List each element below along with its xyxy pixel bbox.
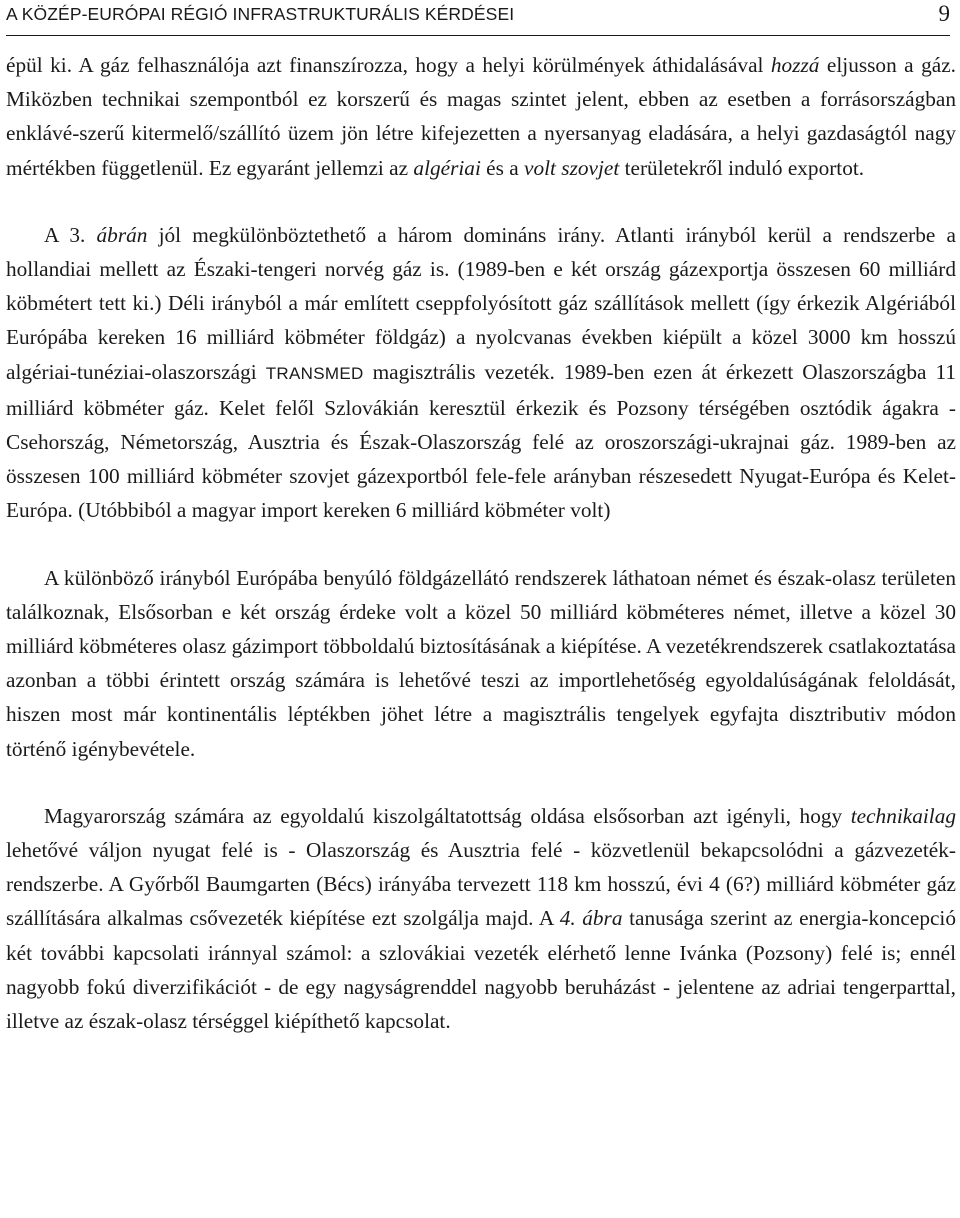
- text-run: területekről induló exportot.: [619, 155, 865, 180]
- paragraph-3: [6, 561, 956, 766]
- paragraph-2: [6, 218, 956, 528]
- italic-run: technikailag: [850, 803, 956, 828]
- text-run: magisztrális vezeték. 1989-ben ezen át érkezett Olaszországba 11 milliárd köbméter gáz. Kelet felől Szlovákián keresztül érkezik és Pozsony térségében osztódik ágakra - Csehország, Németország, Ausztria és Észak-Olaszország felé az oroszországi-ukrajnai gáz. 1989-ben az összesen 100 milliárd köbméter szovjet gázexportból fele-fele arányban részesedett Nyugat-Európa és Kelet-Európa. (Utóbbiból a magyar import kereken 6 milliárd köbméter volt): [6, 359, 956, 523]
- running-header: [6, 0, 950, 36]
- text-run: jól megkülönböztethető a három domináns irány. Atlanti irányból kerül a rendszerbe a hollandiai mellett az Északi-tengeri norvég gáz is. (1989-ben e két ország gázexportja összesen 60 milliárd köbmétert tett ki.) Déli irányból a már említett cseppfolyósított gáz szállítások mellett (így érkezik Algériából Európába kereken 16 milliárd köbméter földgáz) a nyolcvanas években kiépült a közel 3000 km hosszú algériai-tunéziai-olaszországi: [6, 222, 956, 384]
- paragraph-4: [6, 799, 956, 1038]
- running-title: A KÖZÉP-EURÓPAI RÉGIÓ INFRASTRUKTURÁLIS KÉRDÉSEI: [6, 4, 515, 24]
- text-run: eljusson a gáz. Miközben technikai szempontból ez korszerű és magas szintet jelent, ebben az esetben a forrásországban enklávé-szerű kitermelő/szállító üzem jön létre kifejezetten a nyersanyag eladására, a helyi gazdaságtól nagy mértékben függetlenül. Ez egyaránt jellemzi az: [6, 53, 956, 180]
- paragraph-1: [6, 48, 956, 185]
- figure-reference: 4. ábra: [559, 906, 623, 931]
- text-run: A 3.: [44, 222, 97, 247]
- text-run: A különböző irányból Európába benyúló földgázellátó rendszerek láthatoan német és észak-olasz területen találkoznak, Elsősorban e két ország érdeke volt a közel 50 milliárd köbméteres német, illetve a közel 30 milliárd köbméteres olasz gázimport többoldalú biztosításának a kiépítése. A vezetékrendszerek csatlakoztatása azonban a többi érintett ország számára is lehetővé teszi az importlehetőség egyoldalúságának feloldását, hiszen most már kontinentális léptékben jöhet létre a magisztrális tengelyek egyfajta disztributiv módon történő igénybevétele.: [6, 565, 956, 761]
- document-page: [6, 0, 956, 1038]
- text-run: Magyarország számára az egyoldalú kiszolgáltatottság oldása elsősorban azt igényli, hogy: [44, 803, 851, 828]
- italic-run: volt szovjet: [524, 155, 620, 180]
- pipeline-name: TRANSMED: [265, 363, 364, 383]
- italic-run: hozzá: [770, 53, 820, 77]
- text-run: és a: [480, 155, 525, 180]
- figure-reference: ábrán: [96, 222, 148, 247]
- text-run: épül ki. A gáz felhasználója azt finanszírozza, hogy a helyi körülmények áthidalásával: [6, 53, 771, 77]
- italic-run: algériai: [413, 155, 481, 180]
- page-number: 9: [938, 1, 950, 26]
- text-run: tanusága szerint az energia-koncepció két további kapcsolati iránnyal számol: a szlovákiai vezeték elérhető lenne Ivánka (Pozsony) felé is; ennél nagyobb fokú diverzifikációt - de egy nagyságrenddel nagyobb beruházást - jelentene az adriai tengerparttal, illetve az észak-olasz térséggel kiépíthető kapcsolat.: [6, 906, 956, 1034]
- text-run: lehetővé váljon nyugat felé is - Olaszország és Ausztria felé - közvetlenül bekapcsolódni a gázvezeték-rendszerbe. A Győrből Baumgarten (Bécs) irányába tervezett 118 km hosszú, évi 4 (6?) milliárd köbméter gáz szállítására alkalmas csővezeték kiépítése ezt szolgálja majd. A: [6, 838, 956, 931]
